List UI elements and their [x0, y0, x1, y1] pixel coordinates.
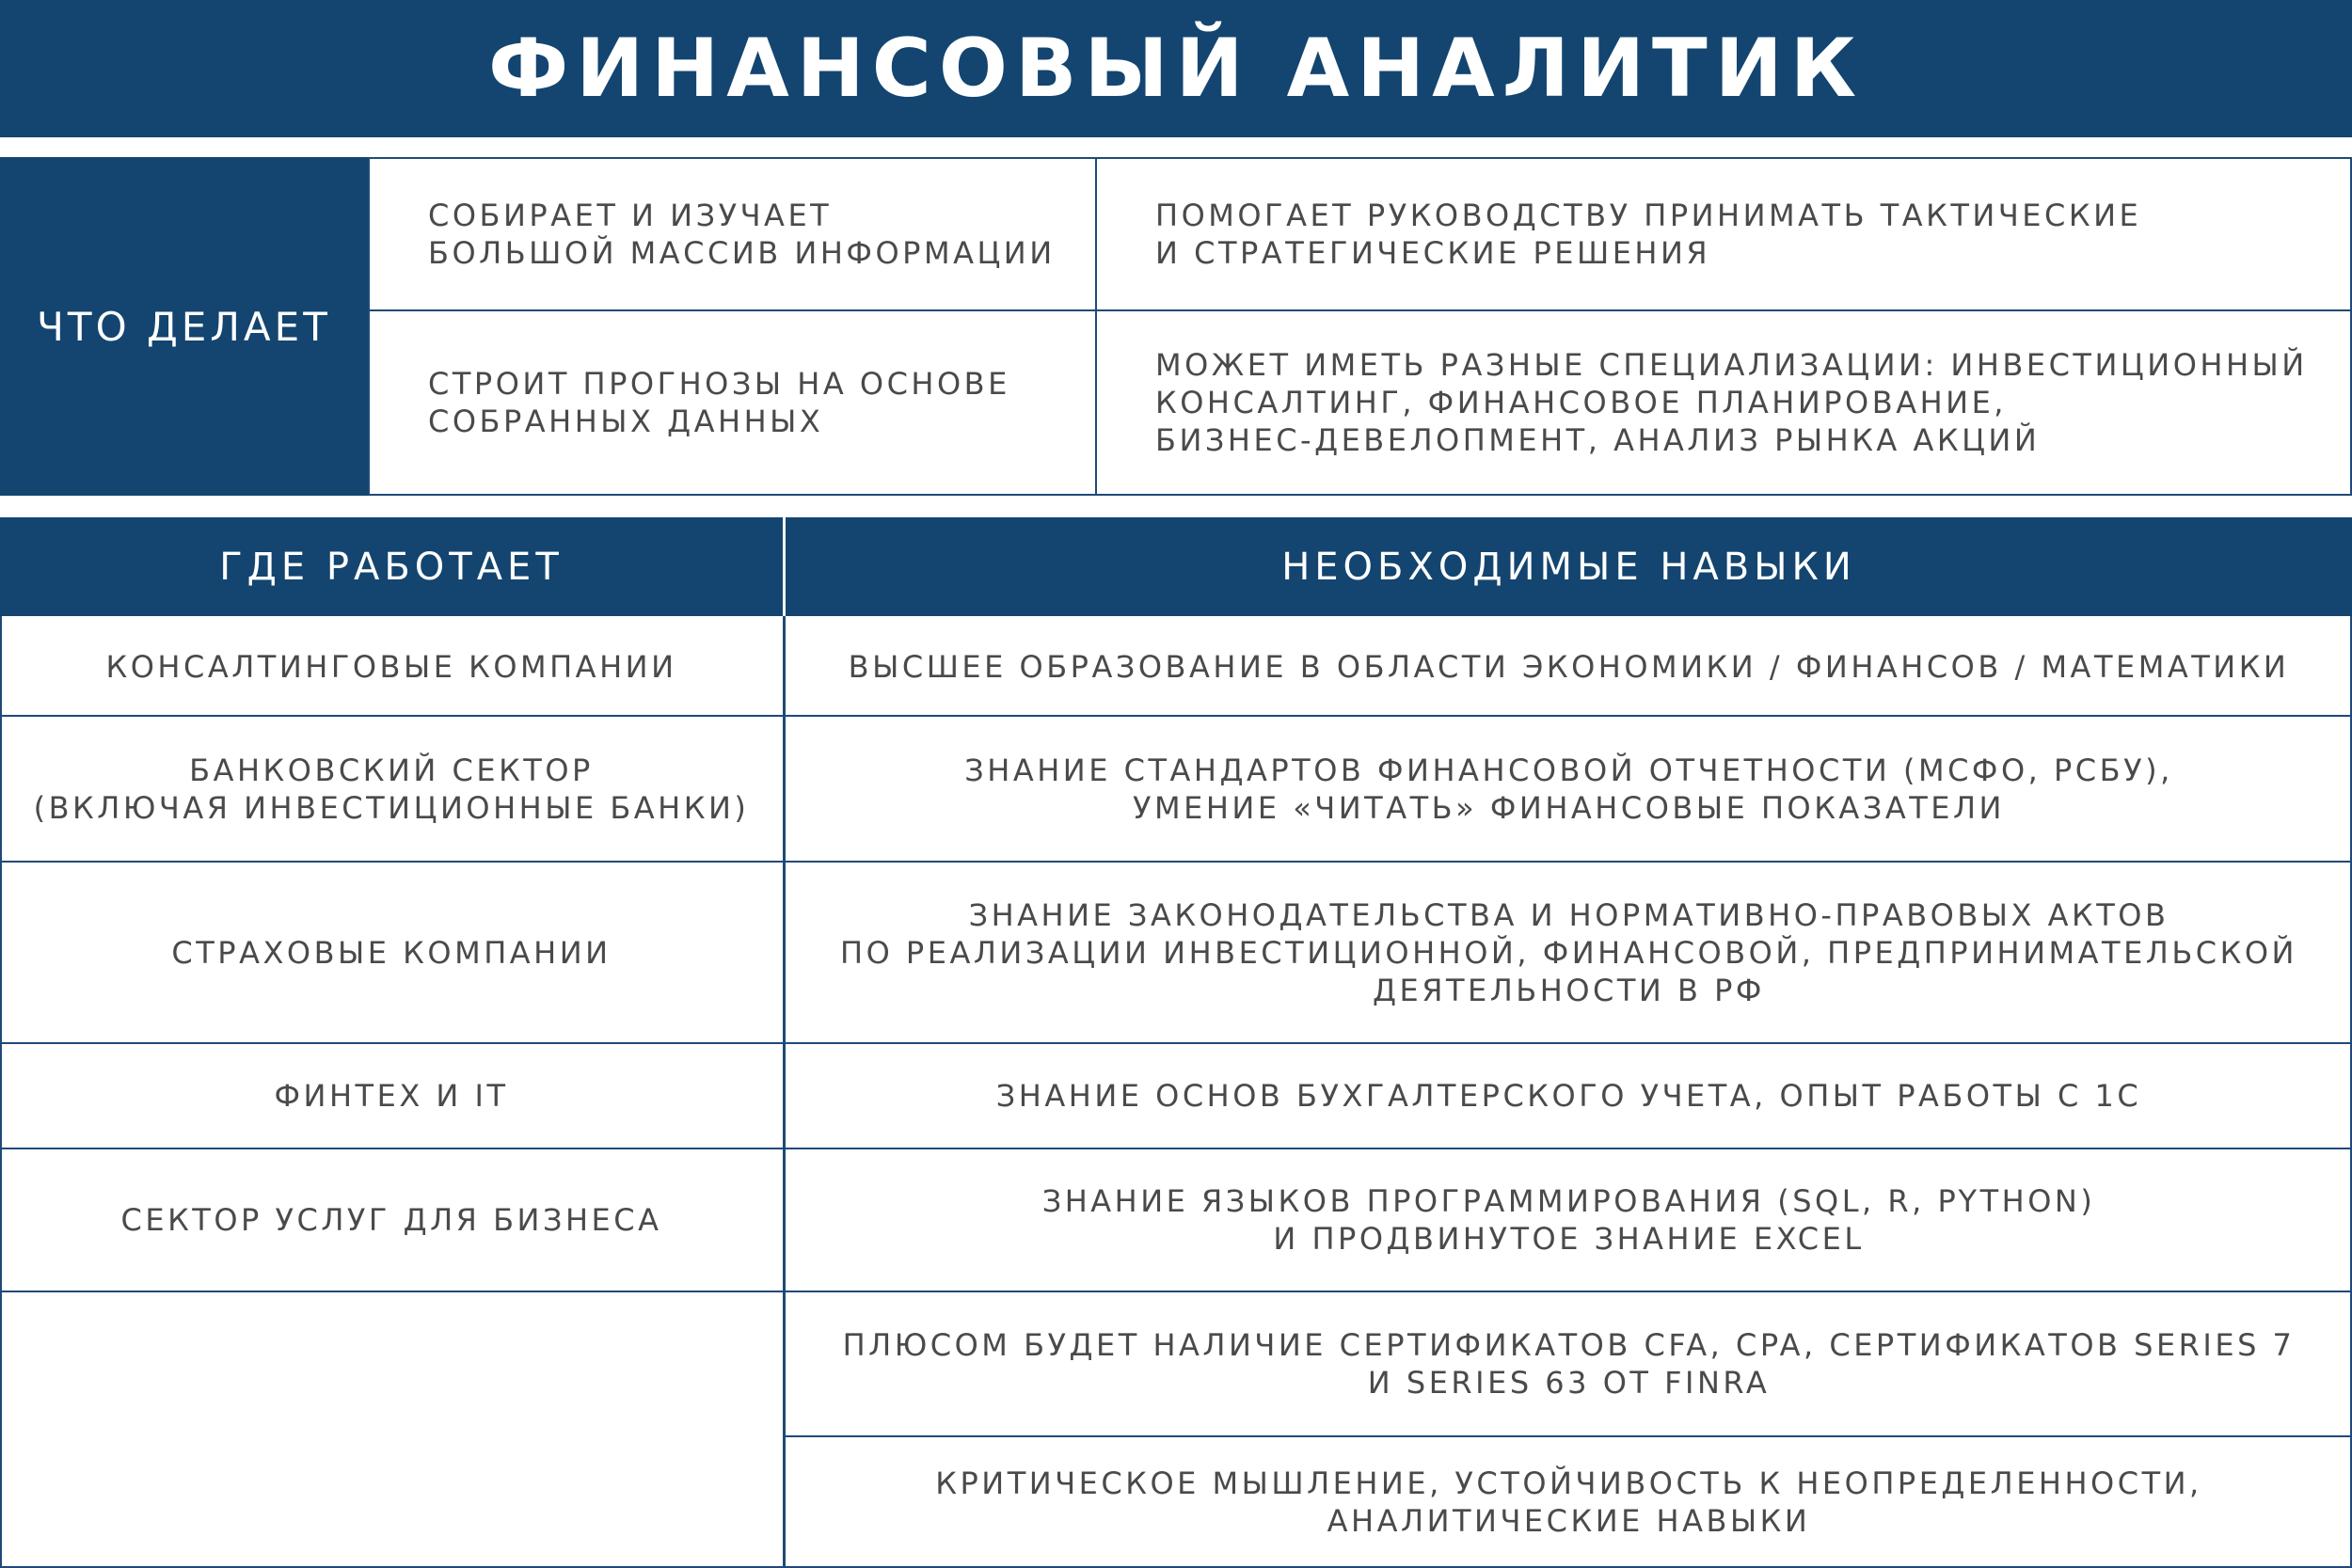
- workplace-cell: ФИНТЕХ И IT: [274, 1078, 509, 1114]
- what-does-label: ЧТО ДЕЛАЕТ: [0, 157, 368, 496]
- workplaces-skills-table: [0, 517, 2352, 1568]
- skill-cell: ЗНАНИЕ ЗАКОНОДАТЕЛЬСТВА И НОРМАТИВНО-ПРАВОВЫХ АКТОВ ПО РЕАЛИЗАЦИИ ИНВЕСТИЦИОННОЙ, ФИНАНСОВОЙ, ПРЕДПРИНИМАТЕЛЬСКОЙ ДЕЯТЕЛЬНОСТИ В РФ: [840, 896, 2297, 1008]
- what-does-section: [0, 157, 2352, 496]
- workplace-cell: КОНСАЛТИНГОВЫЕ КОМПАНИИ: [105, 648, 677, 685]
- skill-cell: ЗНАНИЕ СТАНДАРТОВ ФИНАНСОВОЙ ОТЧЕТНОСТИ (МСФО, РСБУ), УМЕНИЕ «ЧИТАТЬ» ФИНАНСОВЫЕ ПОКАЗАТЕЛИ: [964, 752, 2173, 826]
- workplace-cell: СТРАХОВЫЕ КОМПАНИИ: [171, 934, 612, 971]
- duty-cell: СТРОИТ ПРОГНОЗЫ НА ОСНОВЕ СОБРАННЫХ ДАННЫХ: [368, 309, 1097, 496]
- skill-cell: ЗНАНИЕ ОСНОВ БУХГАЛТЕРСКОГО УЧЕТА, ОПЫТ РАБОТЫ С 1С: [995, 1078, 2142, 1114]
- workplace-cell: СЕКТОР УСЛУГ ДЛЯ БИЗНЕСА: [120, 1202, 662, 1238]
- duty-cell: ПОМОГАЕТ РУКОВОДСТВУ ПРИНИМАТЬ ТАКТИЧЕСКИЕ И СТРАТЕГИЧЕСКИЕ РЕШЕНИЯ: [1095, 157, 2352, 311]
- skill-cell: ВЫСШЕЕ ОБРАЗОВАНИЕ В ОБЛАСТИ ЭКОНОМИКИ / ФИНАНСОВ / МАТЕМАТИКИ: [848, 648, 2290, 685]
- header-skills: НЕОБХОДИМЫЕ НАВЫКИ: [786, 517, 2352, 616]
- skill-cell: ЗНАНИЕ ЯЗЫКОВ ПРОГРАММИРОВАНИЯ (SQL, R, PYTHON) И ПРОДВИНУТОЕ ЗНАНИЕ EXCEL: [1041, 1183, 2096, 1257]
- header-workplaces: ГДЕ РАБОТАЕТ: [0, 517, 783, 616]
- skill-cell: ПЛЮСОМ БУДЕТ НАЛИЧИЕ СЕРТИФИКАТОВ CFA, CPA, СЕРТИФИКАТОВ SERIES 7 И SERIES 63 ОТ FINRA: [842, 1327, 2296, 1401]
- page-title: ФИНАНСОВЫЙ АНАЛИТИК: [488, 22, 1864, 116]
- title-bar: [0, 0, 2352, 137]
- skill-cell: КРИТИЧЕСКОЕ МЫШЛЕНИЕ, УСТОЙЧИВОСТЬ К НЕОПРЕДЕЛЕННОСТИ, АНАЛИТИЧЕСКИЕ НАВЫКИ: [935, 1465, 2202, 1539]
- duty-cell: СОБИРАЕТ И ИЗУЧАЕТ БОЛЬШОЙ МАССИВ ИНФОРМАЦИИ: [368, 157, 1097, 311]
- duty-cell: МОЖЕТ ИМЕТЬ РАЗНЫЕ СПЕЦИАЛИЗАЦИИ: ИНВЕСТИЦИОННЫЙ КОНСАЛТИНГ, ФИНАНСОВОЕ ПЛАНИРОВАНИЕ, БИЗНЕС-ДЕВЕЛОПМЕНТ, АНАЛИЗ РЫНКА АКЦИЙ: [1095, 309, 2352, 496]
- workplace-cell: БАНКОВСКИЙ СЕКТОР (ВКЛЮЧАЯ ИНВЕСТИЦИОННЫЕ БАНКИ): [33, 752, 750, 826]
